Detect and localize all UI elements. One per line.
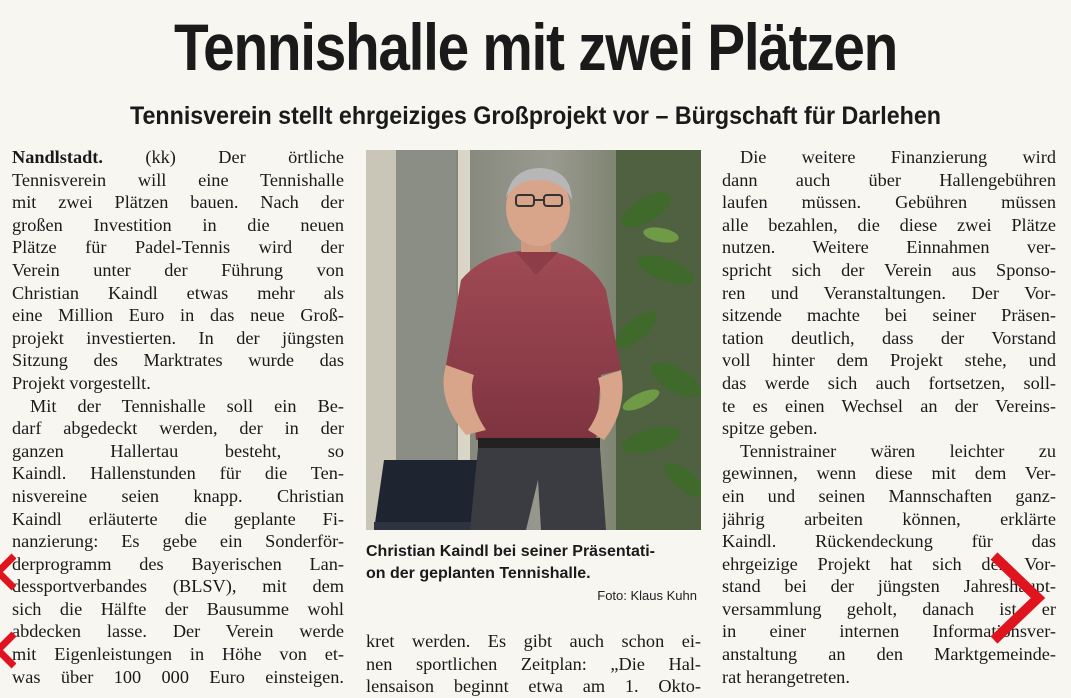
text-line: nen sportlichen Zeitplan: „Die Hal-: [366, 653, 701, 674]
text-line: nanzierung: Es gebe ein Sonderför-: [12, 531, 344, 552]
text-line: das werde sich auch fortsetzen, soll-: [722, 372, 1056, 393]
headline: Tennishalle mit zwei Plätzen: [174, 10, 897, 84]
text-line: jährig arbeiten können, erklärte: [722, 508, 1056, 529]
text-line: in einer internen Informationsver-: [722, 621, 1056, 642]
text-line: spricht sich der Verein aus Sponso-: [722, 259, 1056, 280]
text-line: stand bei der jüngsten Jahreshaupt-: [722, 576, 1056, 597]
text-line: Sitzung des Marktrates wurde das: [12, 350, 344, 371]
text-line: (kk) Der örtliche: [145, 147, 344, 167]
text-line: lensaison beginnt etwa am 1. Okto-: [366, 676, 701, 697]
text-line: alle bezahlen, die diese zwei Plätze: [722, 214, 1056, 235]
text-line: gewinnen, wenn diese mit dem Ver-: [722, 463, 1056, 484]
text-line: ren und Veranstaltungen. Der Vor-: [722, 282, 1056, 303]
text-line: Tennistrainer wären leichter zu: [740, 440, 1056, 461]
text-line: ehrgeizige Projekt hat sich der Vor-: [722, 553, 1056, 574]
text-line: großen Investition in die neuen: [12, 214, 344, 235]
text-line: dessportverbandes (BLSV), mit dem: [12, 576, 344, 597]
article-photo: [366, 150, 701, 530]
chevron-left-icon[interactable]: [0, 630, 16, 675]
text-line: kret werden. Es gibt auch schon ei-: [366, 631, 701, 651]
text-line: mit Eigenleistungen in Höhe von et-: [12, 644, 344, 665]
text-line: eine Million Euro in das neue Groß-: [12, 305, 344, 326]
text-line: Die weitere Finanzierung wird: [740, 147, 1056, 167]
text-line: sich die Hälfte der Bausumme wohl: [12, 598, 344, 619]
text-line: Tennisverein will eine Tennishalle: [12, 169, 344, 190]
photo-credit: Foto: Klaus Kuhn: [597, 588, 697, 603]
dateline: Nandlstadt.: [12, 147, 103, 167]
text-line: laufen müssen. Gebühren müssen: [722, 192, 1056, 213]
text-line: Plätze für Padel-Tennis wird der: [12, 237, 344, 258]
text-line: Christian Kaindl etwas mehr als: [12, 282, 344, 303]
caption-line: on der geplanten Tennishalle.: [366, 565, 591, 582]
photo-illustration: [366, 150, 701, 530]
text-line: was über 100 000 Euro einsteigen.: [12, 666, 344, 687]
text-line: dann auch über Hallengebühren: [722, 169, 1056, 190]
text-line: mit zwei Plätzen bauen. Nach der: [12, 192, 344, 213]
chevron-right-icon[interactable]: [986, 548, 1048, 653]
chevron-left-icon[interactable]: [0, 552, 16, 597]
text-line: ein und seinen Mannschaften ganz-: [722, 485, 1056, 506]
text-line: voll hinter dem Projekt stehe, und: [722, 350, 1056, 371]
text-line: darf abgedeckt werden, der in der: [12, 418, 344, 439]
text-line: Kaindl erläuterte die geplante Fi-: [12, 508, 344, 529]
text-line: abdecken lasse. Der Verein werde: [12, 621, 344, 642]
text-line: Mit der Tennishalle soll ein Be-: [30, 395, 344, 416]
article-column-middle: [366, 630, 701, 698]
text-line: Kaindl. Rückendeckung für das: [722, 531, 1056, 552]
text-line: nutzen. Weitere Einnahmen ver-: [722, 237, 1056, 258]
text-line: Kaindl. Hallenstunden für die Ten-: [12, 463, 344, 484]
text-line: te es einen Wechsel an der Vereins-: [722, 395, 1056, 416]
text-line: rat herangetreten.: [722, 666, 850, 687]
text-line: derprogramm des Bayerischen Lan-: [12, 553, 344, 574]
text-line: Projekt vorgestellt.: [12, 372, 151, 393]
text-line: sitzende machte bei seiner Präsen-: [722, 305, 1056, 326]
text-line: tation deutlich, dass der Vorstand: [722, 327, 1056, 348]
article-column-left: [12, 146, 344, 688]
text-line: projekt investierten. In der jüngsten: [12, 327, 344, 348]
text-line: versammlung geholt, danach ist er: [722, 598, 1056, 619]
text-line: spitze geben.: [722, 418, 818, 439]
text-line: ganzen Hallertau besteht, so: [12, 440, 344, 461]
text-line: nisvereine seien knapp. Christian: [12, 485, 344, 506]
photo-caption: [366, 541, 706, 585]
caption-line: Christian Kaindl bei seiner Präsentati-: [366, 543, 655, 560]
text-line: anstaltung an den Marktgemeinde-: [722, 644, 1056, 665]
text-line: Verein unter der Führung von: [12, 259, 344, 280]
subheadline: Tennisverein stellt ehrgeiziges Großprojekt vor – Bürgschaft für Darlehen: [130, 102, 941, 130]
